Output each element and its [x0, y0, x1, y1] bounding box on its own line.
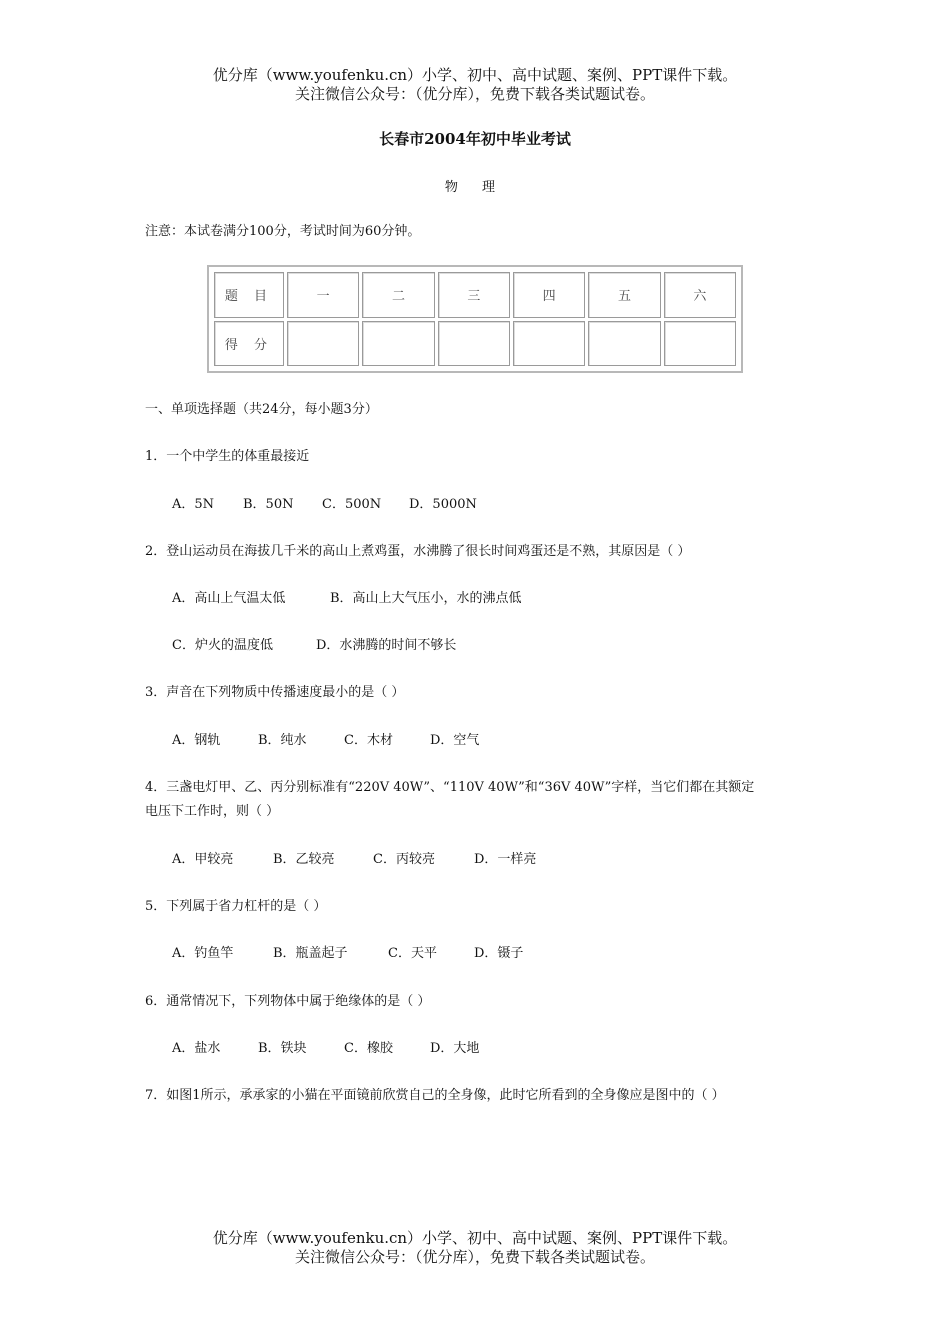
score-table-row1-label: 题 目 [214, 272, 284, 318]
q1-option-d: D．5000N [409, 497, 477, 512]
question-1-stem: 1．一个中学生的体重最接近 [145, 449, 310, 464]
question-3-stem: 3．声音在下列物质中传播速度最小的是（ ） [145, 685, 405, 700]
q3-option-d: D．空气 [430, 733, 480, 748]
score-table-col-4: 四 [513, 272, 585, 318]
q1-option-a: A．5N [172, 497, 215, 512]
q5-option-d: D．镊子 [474, 946, 524, 961]
header-line-2: 关注微信公众号：（优分库），免费下载各类试题试卷。 [294, 85, 655, 103]
score-table [207, 265, 743, 373]
question-7-stem: 7．如图1所示，承承家的小猫在平面镜前欣赏自己的全身像，此时它所看到的全身像应是图中的（ ） [145, 1088, 725, 1103]
q6-option-a: A．盐水 [172, 1041, 221, 1056]
q5-option-b: B．瓶盖起子 [273, 946, 348, 961]
q3-option-c: C．木材 [344, 733, 393, 748]
q6-option-b: B．铁块 [258, 1041, 307, 1056]
question-6-stem: 6．通常情况下，下列物体中属于绝缘体的是（ ） [145, 994, 431, 1009]
score-table-col-1: 一 [287, 272, 359, 318]
score-cell-6 [664, 321, 736, 367]
q3-option-a: A．钢轨 [172, 733, 221, 748]
exam-title: 长春市2004年初中毕业考试 [379, 130, 571, 148]
question-2-stem: 2．登山运动员在海拔几千米的高山上煮鸡蛋，水沸腾了很长时间鸡蛋还是不熟，其原因是（ ） [145, 544, 691, 559]
q5-option-c: C．天平 [388, 946, 437, 961]
score-cell-3 [438, 321, 510, 367]
header-line-1: 优分库（www.youfenku.cn）小学、初中、高中试题、案例、PPT课件下载。 [212, 66, 738, 84]
page-header [0, 66, 950, 104]
score-table-col-2: 二 [362, 272, 434, 318]
q2-option-a: A．高山上气温太低 [172, 591, 286, 606]
score-cell-2 [362, 321, 434, 367]
q2-option-d: D．水沸腾的时间不够长 [316, 638, 457, 653]
q3-option-b: B．纯水 [258, 733, 307, 748]
q6-option-d: D．大地 [430, 1041, 480, 1056]
q1-option-b: B．50N [243, 497, 294, 512]
question-4-stem: 4．三盏电灯甲、乙、丙分别标准有“220V 40W”、“110V 40W”和“36V 40W”字样，当它们都在其额定 [145, 780, 755, 795]
q2-option-b: B．高山上大气压小，水的沸点低 [330, 591, 522, 606]
page-footer [0, 1229, 950, 1267]
score-table-col-6: 六 [664, 272, 736, 318]
question-4-stem-cont: 电压下工作时，则（ ） [145, 804, 280, 819]
q4-option-b: B．乙较亮 [273, 852, 335, 867]
q4-option-d: D．一样亮 [474, 852, 537, 867]
q1-option-c: C．500N [322, 497, 382, 512]
footer-line-2: 关注微信公众号：（优分库），免费下载各类试题试卷。 [294, 1248, 655, 1266]
q4-option-c: C．丙较亮 [373, 852, 435, 867]
score-table-header-row [214, 272, 736, 318]
footer-line-1: 优分库（www.youfenku.cn）小学、初中、高中试题、案例、PPT课件下载。 [212, 1229, 738, 1247]
score-table-col-5: 五 [588, 272, 660, 318]
q5-option-a: A．钓鱼竿 [172, 946, 234, 961]
score-table-row2-label: 得 分 [214, 321, 284, 367]
score-table-col-3: 三 [438, 272, 510, 318]
question-5-stem: 5．下列属于省力杠杆的是（ ） [145, 899, 327, 914]
exam-subject: 物 理 [444, 180, 506, 195]
q4-option-a: A．甲较亮 [172, 852, 234, 867]
section-heading: 一、单项选择题（共24分，每小题3分） [145, 402, 378, 417]
q6-option-c: C．橡胶 [344, 1041, 393, 1056]
score-cell-5 [588, 321, 660, 367]
score-table-score-row [214, 321, 736, 367]
score-cell-1 [287, 321, 359, 367]
score-cell-4 [513, 321, 585, 367]
exam-notice: 注意：本试卷满分100分，考试时间为60分钟。 [145, 224, 421, 239]
q2-option-c: C．炉火的温度低 [172, 638, 273, 653]
